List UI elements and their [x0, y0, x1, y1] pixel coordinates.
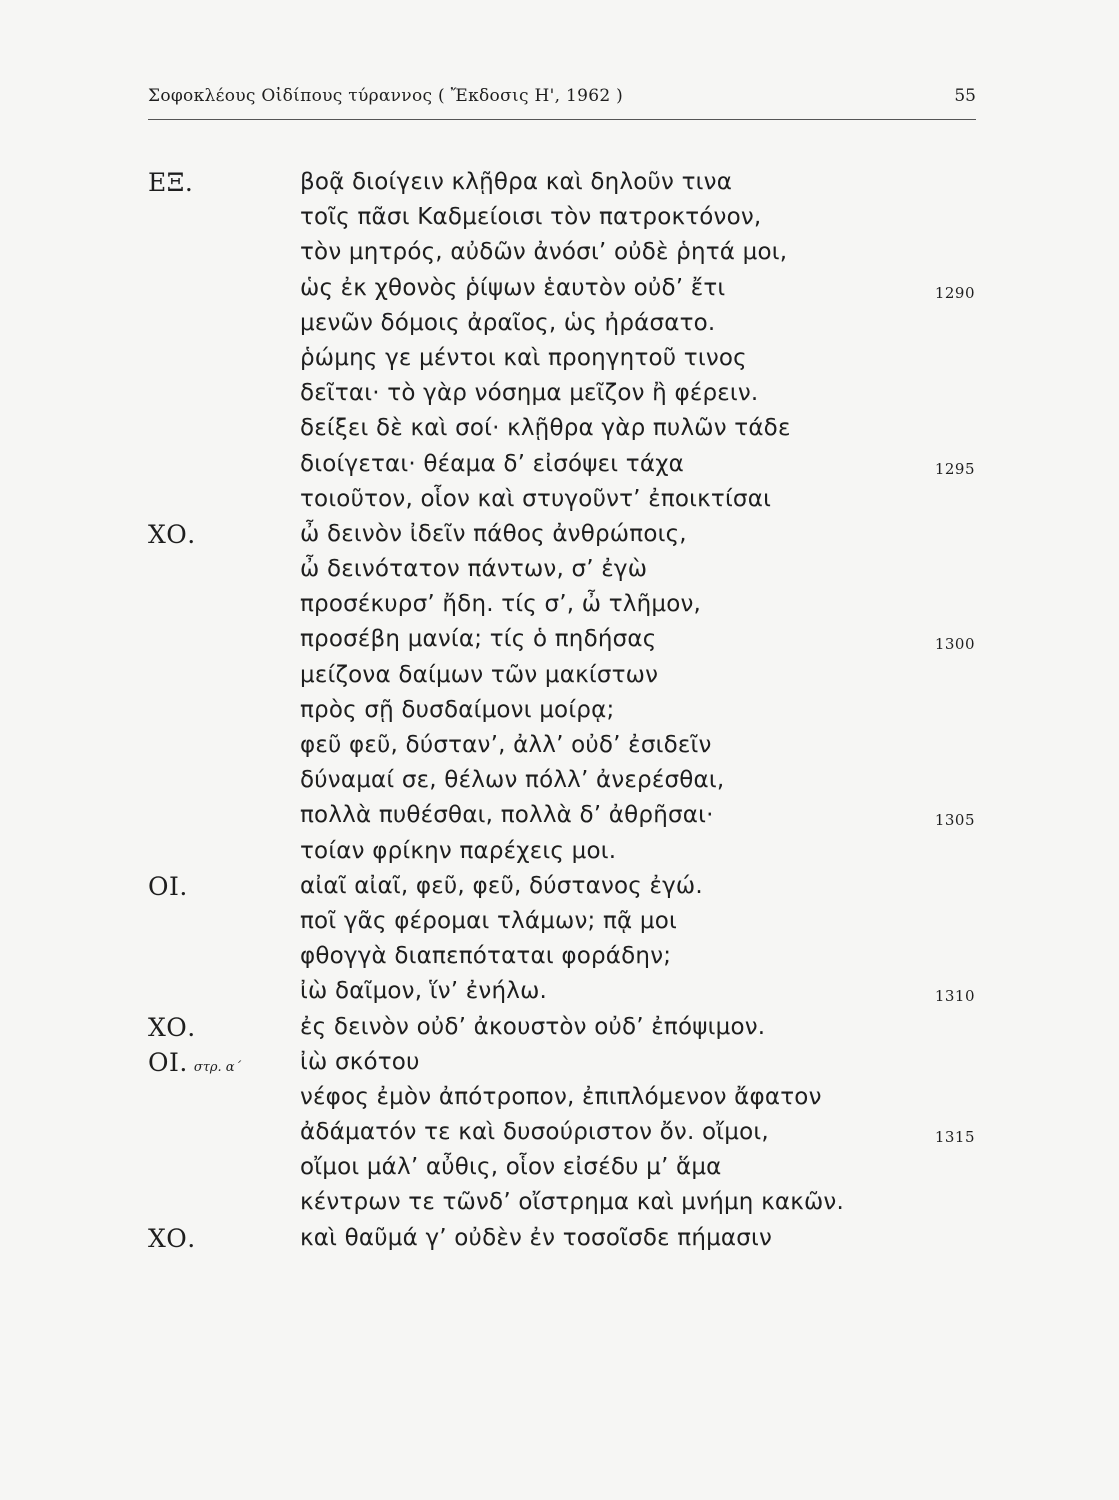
- verse-text-line: καὶ θαῦμά γ’ οὐδὲν ἐν τοσοῖσδε πήμασιν: [300, 1224, 773, 1251]
- verse-line: [0, 904, 1119, 939]
- line-number: 1290: [934, 283, 975, 302]
- strophe-mark: στρ. α΄: [193, 1059, 242, 1075]
- verse-line: [0, 271, 1119, 306]
- verse-text-line: τοίαν φρίκην παρέχεις μοι.: [300, 837, 617, 864]
- verse-text-line: τοιοῦτον, οἷον καὶ στυγοῦντ’ ἐποικτίσαι: [300, 485, 772, 512]
- running-title: Σοφοκλέους Οἰδίπους τύραννος ( Ἔκδοσις Η', 1962 ): [148, 86, 624, 106]
- verse-line: [0, 517, 1119, 552]
- verse-text-line: ἰὼ σκότου: [300, 1048, 420, 1075]
- verse-text-line: τοῖς πᾶσι Καδμείοισι τὸν πατροκτόνον,: [300, 204, 762, 231]
- verse-line: [0, 1010, 1119, 1045]
- verse-text-line: πολλὰ πυθέσθαι, πολλὰ δ’ ἀθρῆσαι·: [300, 802, 714, 829]
- verse-text-line: οἴμοι μάλ’ αὖθις, οἷον εἰσέδυ μ’ ἅμα: [300, 1154, 722, 1181]
- verse-text-line: ὦ δεινότατον πάντων, σ’ ἐγὼ: [300, 556, 648, 583]
- verse-line: [0, 306, 1119, 341]
- speaker-name: ΟΙ.: [148, 871, 188, 901]
- verse-line: [0, 693, 1119, 728]
- line-number: 1305: [934, 811, 975, 830]
- verse-text-line: ὡς ἐκ χθονὸς ῥίψων ἑαυτὸν οὐδ’ ἔτι: [300, 274, 726, 301]
- verse-line: [0, 411, 1119, 446]
- verse-line: [0, 939, 1119, 974]
- verse-text-line: ἰὼ δαῖμον, ἵν’ ἐνήλω.: [300, 978, 548, 1005]
- verse-text-line: αἰαῖ αἰαῖ, φεῦ, φεῦ, δύστανος ἐγώ.: [300, 872, 703, 899]
- verse-text-line: δύναμαί σε, θέλων πόλλ’ ἀνερέσθαι,: [300, 767, 725, 794]
- verse-line: [0, 200, 1119, 235]
- verse-text-line: ἐς δεινὸν οὐδ’ ἀκουστὸν οὐδ’ ἐπόψιμον.: [300, 1013, 766, 1040]
- line-number: 1315: [934, 1128, 975, 1147]
- page-number: 55: [954, 86, 976, 106]
- verse-line: [0, 1221, 1119, 1256]
- verse-text-line: τὸν μητρός, αὐδῶν ἀνόσι’ οὐδὲ ῥητά μοι,: [300, 239, 788, 266]
- verse-text-line: προσέβη μανία; τίς ὁ πηδήσας: [300, 626, 657, 653]
- speaker-label: [148, 1045, 241, 1085]
- verse-line: [0, 763, 1119, 798]
- speaker-name: ΧΟ.: [148, 519, 196, 549]
- verse-line: [0, 1115, 1119, 1150]
- running-header: [148, 86, 976, 116]
- speaker-label: [148, 1010, 196, 1045]
- verse-line: [0, 1080, 1119, 1115]
- verse-line: [0, 869, 1119, 904]
- speaker-label: [148, 869, 188, 904]
- verse-text-line: πρὸς σῇ δυσδαίμονι μοίρᾳ;: [300, 696, 615, 723]
- verse-line: [0, 376, 1119, 411]
- verse-text-line: κέντρων τε τῶνδ’ οἴστρημα καὶ μνήμη κακῶν.: [300, 1189, 844, 1216]
- verse-text-line: μενῶν δόμοις ἀραῖος, ὡς ἠράσατο.: [300, 309, 716, 336]
- verse-text: [0, 165, 1119, 1256]
- line-number: 1300: [934, 635, 975, 654]
- verse-text-line: μείζονα δαίμων τῶν μακίστων: [300, 661, 659, 688]
- verse-line: [0, 235, 1119, 270]
- verse-text-line: διοίγεται· θέαμα δ’ εἰσόψει τάχα: [300, 450, 685, 477]
- verse-line: [0, 482, 1119, 517]
- verse-line: [0, 622, 1119, 657]
- verse-text-line: ἀδάματόν τε καὶ δυσούριστον ὄν. οἴμοι,: [300, 1119, 769, 1146]
- verse-line: [0, 587, 1119, 622]
- line-number: 1310: [934, 987, 975, 1006]
- verse-text-line: ὦ δεινὸν ἰδεῖν πάθος ἀνθρώποις,: [300, 520, 687, 547]
- verse-text-line: δείξει δὲ καὶ σοί· κλῇθρα γὰρ πυλῶν τάδε: [300, 415, 791, 442]
- verse-text-line: φεῦ φεῦ, δύσταν’, ἀλλ’ οὐδ’ ἐσιδεῖν: [300, 732, 712, 758]
- speaker-name: ΕΞ.: [148, 168, 194, 197]
- verse-text-line: δεῖται· τὸ γὰρ νόσημα μεῖζον ἢ φέρειν.: [300, 380, 759, 407]
- speaker-name: ΧΟ.: [148, 1012, 196, 1042]
- verse-text-line: νέφος ἐμὸν ἀπότροπον, ἐπιπλόμενον ἄφατον: [300, 1083, 822, 1110]
- verse-line: [0, 658, 1119, 693]
- speaker-label: [148, 1221, 196, 1256]
- verse-line: [0, 165, 1119, 200]
- speaker-name: ΧΟ.: [148, 1223, 196, 1253]
- verse-text-line: ποῖ γᾶς φέρομαι τλάμων; πᾷ μοι: [300, 907, 677, 934]
- speaker-name: ΟΙ.: [148, 1047, 188, 1077]
- verse-line: [0, 447, 1119, 482]
- verse-line: [0, 798, 1119, 833]
- verse-text-line: ῥώμης γε μέντοι καὶ προηγητοῦ τινος: [300, 344, 747, 371]
- speaker-label: [148, 517, 196, 552]
- verse-line: [0, 1185, 1119, 1220]
- header-rule: [148, 119, 976, 120]
- verse-line: [0, 1045, 1119, 1080]
- verse-text-line: βοᾷ διοίγειν κλῇθρα καὶ δηλοῦν τινα: [300, 169, 733, 195]
- verse-line: [0, 1150, 1119, 1185]
- verse-line: [0, 341, 1119, 376]
- verse-line: [0, 834, 1119, 869]
- verse-line: [0, 974, 1119, 1009]
- verse-text-line: φθογγὰ διαπεπόταται φοράδην;: [300, 943, 672, 970]
- speaker-label: [148, 165, 193, 200]
- verse-line: [0, 552, 1119, 587]
- verse-text-line: προσέκυρσ’ ἤδη. τίς σ’, ὦ τλῆμον,: [300, 591, 702, 618]
- verse-line: [0, 728, 1119, 763]
- line-number: 1295: [934, 459, 975, 478]
